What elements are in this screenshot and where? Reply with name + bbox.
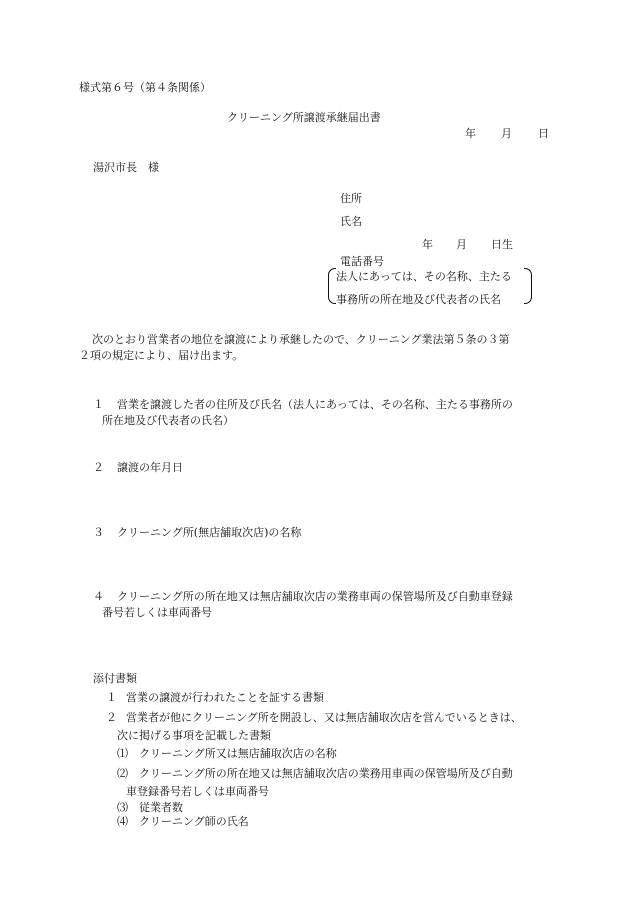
- sub-item-3-number: ⑶: [117, 801, 128, 814]
- phone-label: 電話番号: [340, 255, 384, 268]
- date-year-label: 年: [465, 127, 476, 140]
- item-4-text-line-1: クリーニング所の所在地又は無店舗取次店の業務車両の保管場所及び自動車登録: [117, 590, 513, 603]
- document-title: クリーニング所譲渡承継届出書: [227, 111, 381, 124]
- addressee: 湯沢市長 様: [93, 161, 159, 174]
- sub-item-2-text-line-1: クリーニング所の所在地又は無店舗取次店の業務用車両の保管場所及び自動: [139, 767, 513, 780]
- item-3-number: ３: [93, 526, 104, 539]
- item-1-number: １: [93, 398, 104, 411]
- right-bracket: [524, 268, 532, 304]
- birth-year-label: 年: [422, 238, 433, 251]
- form-number: 様式第６号（第４条関係）: [79, 81, 211, 94]
- birth-day-label: 日生: [491, 238, 513, 251]
- applicant-name-label: 氏名: [340, 215, 362, 228]
- corp-note-line-2: 事務所の所在地及び代表者の氏名: [336, 293, 501, 306]
- birth-month-label: 月: [456, 238, 467, 251]
- attachment-1-text: 営業の譲渡が行われたことを証する書類: [126, 691, 324, 704]
- sub-item-3-text: 従業者数: [139, 801, 183, 814]
- sub-item-4-text: クリーニング師の氏名: [139, 815, 249, 828]
- sub-item-4-number: ⑷: [117, 815, 128, 828]
- date-month-label: 月: [501, 127, 512, 140]
- item-4-number: ４: [93, 590, 104, 603]
- body-text-line-1: 次のとおり営業者の地位を譲渡により承継したので、クリーニング業法第５条の３第: [92, 333, 510, 346]
- sub-item-1-number: ⑴: [117, 747, 128, 760]
- item-3-text: クリーニング所(無店舗取次店)の名称: [117, 526, 302, 539]
- left-bracket: [328, 268, 336, 304]
- attachment-2-text-line-2: 次に掲げる事項を記載した書類: [117, 729, 271, 742]
- attachment-1-number: １: [106, 691, 117, 704]
- date-day-label: 日: [538, 127, 549, 140]
- attachment-2-number: ２: [106, 711, 117, 724]
- item-1-text-line-1: 営業を譲渡した者の住所及び氏名（法人にあっては、その名称、主たる事務所の: [117, 398, 513, 411]
- item-1-text-line-2: 所在地及び代表者の氏名）: [102, 414, 234, 427]
- body-text-line-2: ２項の規定により、届け出ます。: [79, 349, 244, 362]
- attachment-2-text-line-1: 営業者が他にクリーニング所を開設し、又は無店舗取次店を営んでいるときは、: [126, 711, 522, 724]
- applicant-address-label: 住所: [340, 192, 362, 205]
- corp-note-line-1: 法人にあっては、その名称、主たる: [336, 270, 512, 283]
- sub-item-1-text: クリーニング所又は無店舗取次店の名称: [139, 747, 337, 760]
- item-2-text: 譲渡の年月日: [117, 461, 183, 474]
- item-4-text-line-2: 番号若しくは車両番号: [102, 606, 212, 619]
- sub-item-2-text-line-2: 車登録番号若しくは車両番号: [126, 785, 269, 798]
- attachments-heading: 添付書類: [93, 672, 137, 685]
- item-2-number: ２: [93, 461, 104, 474]
- sub-item-2-number: ⑵: [117, 767, 128, 780]
